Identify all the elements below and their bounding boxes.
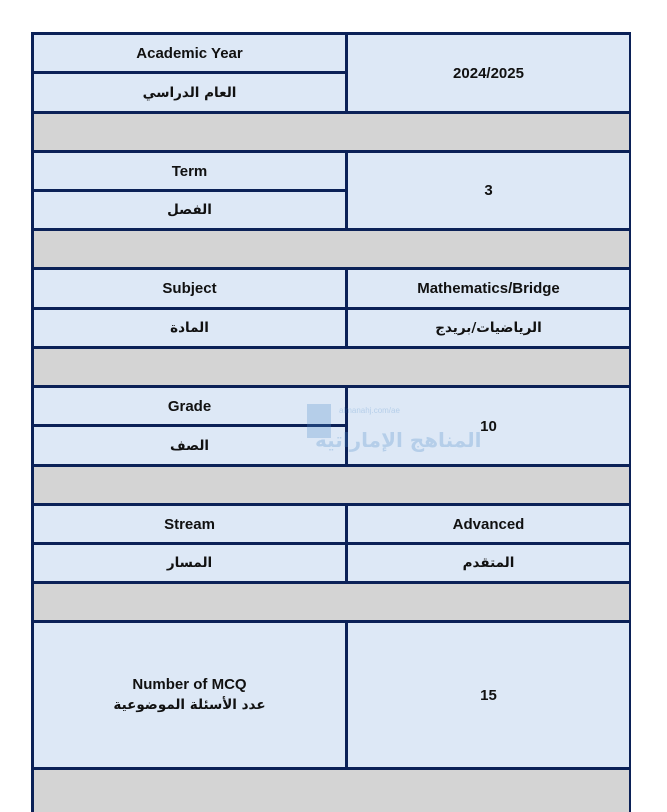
subject-value-en: Mathematics/Bridge: [348, 270, 629, 307]
academic-year-label-en: Academic Year: [34, 35, 345, 71]
academic-year-value: 2024/2025: [348, 35, 629, 111]
watermark-name: المناهج الإماراتية: [315, 428, 482, 452]
stream-value-en: Advanced: [348, 506, 629, 542]
mcq-value: 15: [348, 623, 629, 767]
term-label-en: Term: [34, 153, 345, 189]
separator-row: [34, 349, 629, 385]
separator-row: [34, 467, 629, 503]
subject-value-ar: الرياضيات/بريدج: [348, 310, 629, 346]
term-label-ar: الفصل: [34, 192, 345, 228]
separator-row: [34, 114, 629, 150]
subject-label-ar: المادة: [34, 310, 345, 346]
mcq-label-en: Number of MCQ: [132, 676, 247, 693]
stream-value-ar: المتقدم: [348, 545, 629, 581]
term-value: 3: [348, 153, 629, 228]
info-table: [31, 32, 631, 812]
academic-year-label-ar: العام الدراسي: [34, 74, 345, 111]
stream-label-en: Stream: [34, 506, 345, 542]
mcq-label-ar: عدد الأسئلة الموضوعية: [113, 697, 266, 713]
separator-row: [34, 231, 629, 267]
subject-label-en: Subject: [34, 270, 345, 307]
stream-label-ar: المسار: [34, 545, 345, 581]
watermark-url: almanahj.com/ae: [339, 406, 400, 415]
grade-label-en: Grade: [34, 388, 345, 424]
mcq-label-cell: [34, 623, 345, 767]
grade-value: 10: [348, 388, 629, 464]
separator-row: [34, 584, 629, 620]
grade-label-ar: الصف: [34, 427, 345, 464]
separator-row: [34, 770, 629, 812]
